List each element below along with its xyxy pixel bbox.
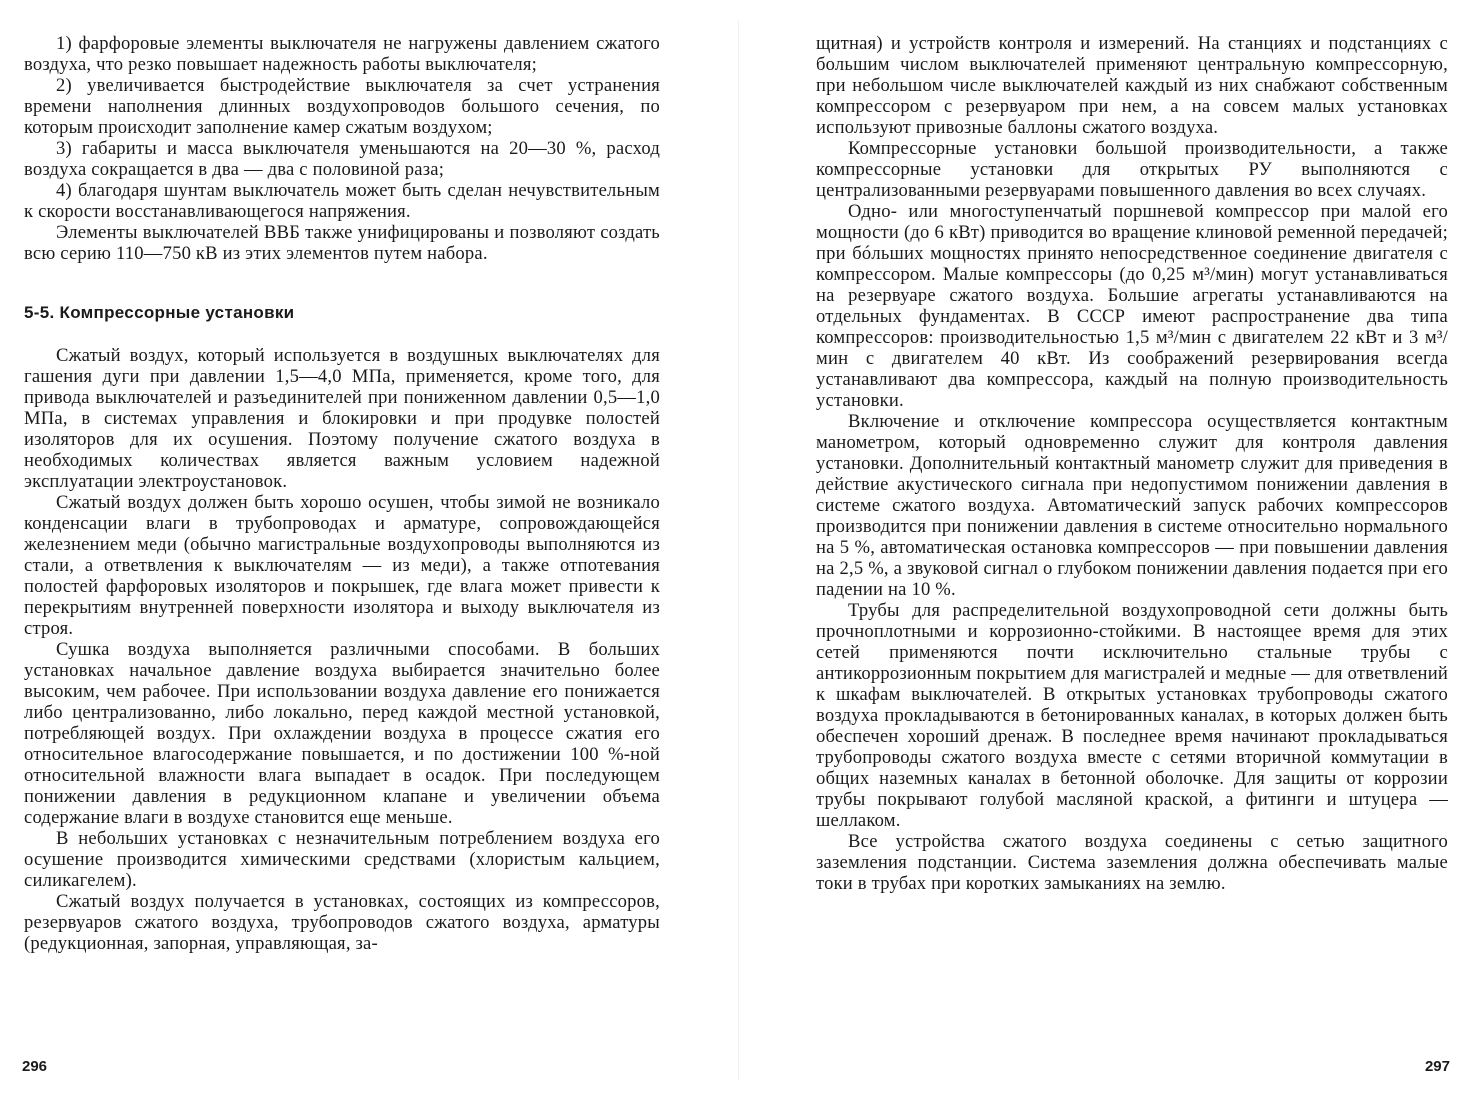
right-page-text (816, 33, 1448, 894)
list-item-2: 2) увеличивается быстродействие выключателя за счет устранения времени наполнения длинных воздухопроводов большого сечения, по которым происходит заполнение камер сжатым воздухом; (24, 75, 660, 138)
right-page (740, 0, 1480, 1108)
left-page-text (24, 33, 660, 954)
section-heading: 5-5. Компрессорные установки (24, 303, 295, 322)
paragraph: Включение и отключение компрессора осуществляется контактным манометром, который одновременно служит для контроля давления установки. Дополнительный контактный манометр служит для приведения в действие акустического сигнала при недопустимом понижении давления в системе сжатого воздуха. Автоматический запуск рабочих компрессоров производится при понижении давления в системе относительно нормального на 5 %, автоматическая остановка компрессоров — при повышении давления на 2,5 %, а звуковой сигнал о глубоком понижении давления подается при его падении на 10 %. (816, 411, 1448, 600)
paragraph: Все устройства сжатого воздуха соединены с сетью защитного заземления подстанции. Система заземления должна обеспечивать малые токи в трубах при коротких замыканиях на землю. (816, 831, 1448, 894)
paragraph: Сжатый воздух должен быть хорошо осушен, чтобы зимой не возникало конденсации влаги в трубопроводах и арматуре, сопровождающейся железнением меди (обычно магистральные воздухопроводы выполняются из стали, а ответвления к выключателям — из меди), а также отпотевания полостей фарфоровых изоляторов и покрышек, где влага может привести к перекрытиям внутренней поверхности изолятора и выходу выключателя из строя. (24, 492, 660, 639)
page-number: 297 (1424, 1058, 1450, 1075)
paragraph: Одно- или многоступенчатый поршневой компрессор при малой его мощности (до 6 кВт) приводится во вращение клиновой ременной передачей; при бóльших мощностях принято непосредственное соединение двигателя с компрессором. Малые компрессоры (до 0,25 м³/мин) могут устанавливаться на резервуаре сжатого воздуха. Большие агрегаты устанавливаются на отдельных фундаментах. В СССР имеют распространение два типа компрессоров: производительностью 1,5 м³/мин с двигателем 22 кВт и 3 м³/мин с двигателем 40 кВт. Из соображений резервирования всегда устанавливают два компрессора, каждый на полную производительность установки. (816, 201, 1448, 411)
paragraph: В небольших установках с незначительным потреблением воздуха его осушение производится химическими средствами (хлористым кальцием, силикагелем). (24, 828, 660, 891)
list-item-3: 3) габариты и масса выключателя уменьшаются на 20—30 %, расход воздуха сокращается в два — два с половиной раза; (24, 138, 660, 180)
list-item-1: 1) фарфоровые элементы выключателя не нагружены давлением сжатого воздуха, что резко повышает надежность работы выключателя; (24, 33, 660, 75)
paragraph: Сушка воздуха выполняется различными способами. В больших установках начальное давление воздуха выбирается значительно более высоким, чем рабочее. При использовании воздуха давление его понижается либо централизованно, либо локально, перед каждой местной установкой, потребляющей воздух. При охлаждении воздуха в процессе сжатия его относительное влагосодержание повышается, и по достижении 100 %-ной относительной влажности влага выпадает в осадок. При последующем понижении давления в редукционном клапане и увеличении объема содержание влаги в воздухе становится еще меньше. (24, 639, 660, 828)
paragraph: щитная) и устройств контроля и измерений. На станциях и подстанциях с большим числом выключателей применяют центральную компрессорную, при небольшом числе выключателей каждый из них снабжают собственным компрессором с резервуаром при нем, а на совсем малых установках используют привозные баллоны сжатого воздуха. (816, 33, 1448, 138)
list-item-4: 4) благодаря шунтам выключатель может быть сделан нечувствительным к скорости восстанавливающегося напряжения. (24, 180, 660, 222)
paragraph: Элементы выключателей ВВБ также унифицированы и позволяют создать всю серию 110—750 кВ из этих элементов путем набора. (24, 222, 660, 264)
paragraph: Компрессорные установки большой производительности, а также компрессорные установки для открытых РУ выполняются с централизованными резервуарами повышенного давления во всех случаях. (816, 138, 1448, 201)
page-number: 296 (22, 1058, 48, 1075)
paragraph: Сжатый воздух получается в установках, состоящих из компрессоров, резервуаров сжатого воздуха, трубопроводов сжатого воздуха, арматуры (редукционная, запорная, управляющая, за- (24, 891, 660, 954)
paragraph: Трубы для распределительной воздухопроводной сети должны быть прочноплотными и коррозионно-стойкими. В настоящее время для этих сетей применяются почти исключительно стальные трубы с антикоррозионным покрытием для магистралей и медные — для ответвлений к шкафам выключателей. В открытых установках трубопроводы сжатого воздуха прокладываются в бетонированных каналах, в которых должен быть обеспечен хороший дренаж. В последнее время начинают прокладываться трубопроводы сжатого воздуха вместе с сетями вторичной коммутации в общих наземных каналах в бетонной оболочке. Для защиты от коррозии трубы покрывают голубой масляной краской, а фитинги и штуцера — шеллаком. (816, 600, 1448, 831)
paragraph: Сжатый воздух, который используется в воздушных выключателях для гашения дуги при давлении 1,5—4,0 МПа, применяется, кроме того, для привода выключателей и разъединителей при пониженном давлении 0,5—1,0 МПа, в системах управления и блокировки и при продувке полостей изоляторов для их осушения. Поэтому получение сжатого воздуха в необходимых количествах является важным условием надежной эксплуатации электроустановок. (24, 345, 660, 492)
